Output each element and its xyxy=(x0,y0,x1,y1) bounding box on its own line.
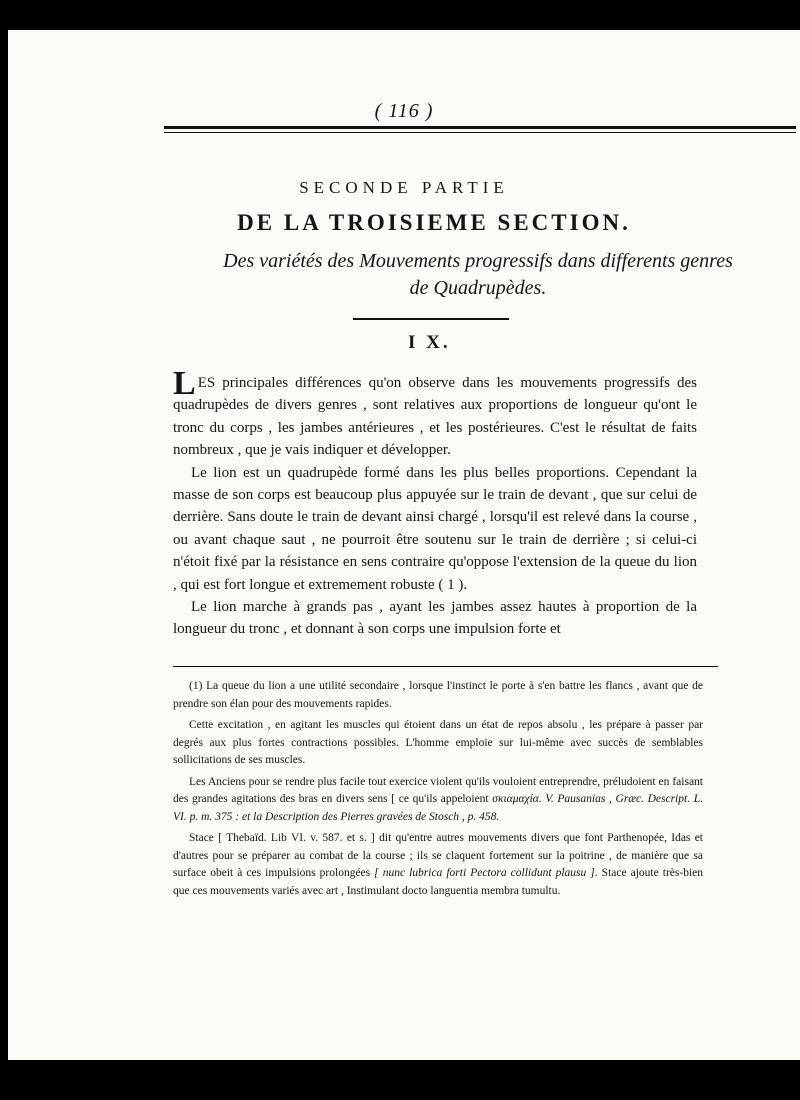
footnotes xyxy=(173,678,703,904)
scan-top-border xyxy=(0,0,800,30)
header-rule-thick xyxy=(164,126,796,129)
subtitle-line-1: Des variétés des Mouvements progressifs dans differents genres xyxy=(223,250,733,272)
footnote-3-text: Les Anciens pour se rendre plus facile tout exercice violent qu'ils vouloient entreprendre, préludoient en faisant des grandes agitations des bras en divers sens [ ce qu'ils appeloient xyxy=(173,775,703,805)
footnote-3 xyxy=(173,774,703,827)
footnote-2: Cette excitation , en agitant les muscles qui étoient dans un état de repos absolu , les prépare à passer par degrés aux plus fortes contractions possibles. L'homme emploie sur lui-même avec succès de semblables sollicitations de ses muscles. xyxy=(173,719,703,766)
header-rule-thin xyxy=(164,132,796,133)
footnote-4 xyxy=(173,830,703,900)
paragraph-1 xyxy=(173,365,697,462)
footnote-3-reference: . V. Pausanias , Græc. Descript. L. VI. p. m. 375 : et la Description des Pierres gravées de Stosch , p. 458. xyxy=(173,793,703,823)
paragraph-3: Le lion marche à grands pas , ayant les jambes assez hautes à proportion de la longueur du tronc , et donnant à son corps une impulsion forte et xyxy=(173,599,697,638)
scan-bottom-border xyxy=(0,1060,800,1100)
body-text xyxy=(173,365,697,641)
footnote-1: (1) La queue du lion a une utilité secondaire , lorsque l'instinct le porte à s'en battre les flancs , avant que de prendre son élan pour des mouvements rapides. xyxy=(173,680,703,710)
section-subtitle xyxy=(168,248,788,302)
subtitle-line-2: de Quadrupèdes. xyxy=(409,277,547,299)
footnote-4-latin: [ nunc lubrica forti Pectora collidunt plausu ] xyxy=(374,867,595,879)
footnote-3-greek: σκιαμαχία xyxy=(492,793,539,805)
page-number: ( 116 ) xyxy=(374,100,434,122)
footnote-rule xyxy=(173,666,718,667)
section-title: DE LA TROISIEME SECTION. xyxy=(237,210,631,235)
chapter-separator-rule xyxy=(353,318,509,320)
drop-cap: L xyxy=(173,365,196,402)
part-title: SECONDE PARTIE xyxy=(299,178,509,197)
footnote-4-end: . Stace ajoute très-bien que ces mouvements variés avec art , Instimulant docto languentia membra tumultu. xyxy=(173,867,703,897)
footnote-4-text: Stace [ Thebaïd. Lib VI. v. 587. et s. ] dit qu'entre autres mouvements divers que font Parthenopée, Idas et d'autres pour se préparer au combat de la course ; ils se claquent fortement sur la poitrine , de manière que sa surface obeit à ces impulsions prolongées xyxy=(173,832,703,879)
paragraph-2: Le lion est un quadrupède formé dans les plus belles proportions. Cependant la masse de son corps est beaucoup plus appuyée sur le train de devant , que sur celui de derrière. Sans doute le train de devant ainsi chargé , lorsqu'il est relevé dans la course , ou avant chaque saut , ne pourroit être soutenu sur le train de derrière ; si celui-ci n'étoit fixé par la résistance en sens contraire qu'oppose l'extension de la queue du lion , qui est fort longue et extremement robuste ( 1 ). xyxy=(173,464,697,593)
paragraph-1-text: ES principales différences qu'on observe dans les mouvements progressifs des quadrupèdes de divers genres , sont relatives aux proportions de longueur qu'ont le tronc du corps , les jambes antérieures , et les postérieures. C'est le résultat de faits nombreux , que je vais indiquer et développer. xyxy=(173,375,697,459)
book-page xyxy=(8,30,800,1060)
chapter-number: I X. xyxy=(408,332,451,353)
